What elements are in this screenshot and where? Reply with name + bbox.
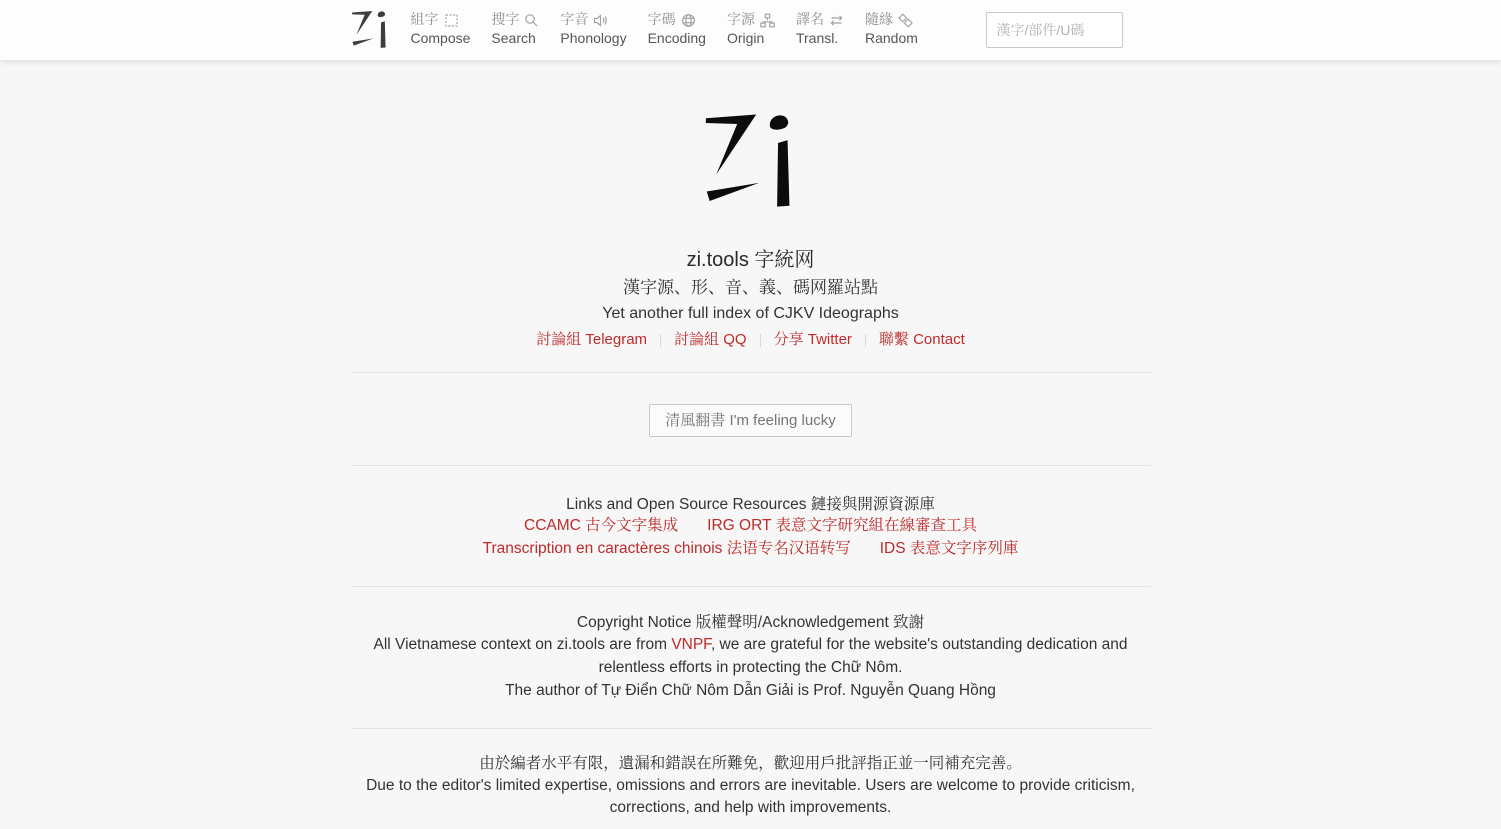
nav-encoding-zh-label: 字碼 [647, 11, 676, 28]
nav-phonology-en-label: Phonology [560, 29, 627, 46]
site-subtitle-zh: 漢字源、形、音、義、碼网羅站點 [623, 278, 878, 297]
copyright-line-1 [351, 634, 1151, 679]
community-links [351, 330, 1151, 350]
zi-logo-large [703, 112, 798, 212]
nav-item-encoding[interactable] [648, 11, 706, 49]
disclaimer-section [351, 729, 1151, 829]
nav-random-en-label: Random [864, 29, 918, 46]
nav-transl-zh-label: 譯名 [795, 11, 824, 28]
ccamc-link[interactable]: CCAMC 古今文字集成 [524, 517, 679, 534]
repeat-arrows-icon [829, 13, 844, 28]
nav-compose-zh-label: 組字 [410, 11, 439, 28]
resources-row-1 [351, 515, 1151, 538]
transcription-link[interactable]: Transcription en caractères chinois 法语专名汉语转写 [482, 539, 851, 557]
nav-origin-zh-label: 字源 [726, 11, 755, 28]
nav-item-search[interactable] [491, 11, 539, 49]
speaker-icon [593, 13, 608, 28]
resources-heading: Links and Open Source Resources 鏈接與開源資源庫 [566, 496, 935, 513]
dice-diamonds-icon [898, 13, 913, 28]
search-icon [524, 13, 539, 28]
ids-link[interactable]: IDS 表意文字序列庫 [879, 539, 1019, 557]
nav-search-en-label: Search [491, 29, 536, 46]
main-nav [411, 11, 918, 49]
resources-section [351, 466, 1151, 586]
nav-phonology-zh-label: 字音 [560, 11, 589, 28]
disclaimer-en: Due to the editor's limited expertise, omissions and errors are inevitable. Users are welcome to provide criticism, corrections, and help with improvements. [366, 776, 1135, 816]
copyright-section [351, 587, 1151, 728]
nav-item-transl[interactable] [796, 11, 844, 49]
sitemap-icon [760, 13, 775, 28]
qq-link[interactable]: 討論組 QQ [674, 331, 747, 348]
compose-dashed-box-icon [444, 13, 459, 28]
feeling-lucky-button[interactable]: 清風翻書 I'm feeling lucky [649, 404, 851, 437]
telegram-link[interactable]: 討論組 Telegram [536, 331, 648, 348]
contact-link[interactable]: 聯繫 Contact [878, 331, 965, 348]
nav-transl-en-label: Transl. [795, 29, 839, 46]
top-navigation-bar [0, 0, 1501, 60]
nav-encoding-en-label: Encoding [647, 29, 706, 46]
copyright-line1-pre: All Vietnamese context on zi.tools are from [373, 636, 672, 653]
nav-origin-en-label: Origin [726, 29, 765, 46]
copyright-line-2: The author of Tự Điển Chữ Nôm Dẫn Giải is Prof. Nguyễn Quang Hồng [505, 682, 996, 699]
zi-logo-small[interactable] [351, 9, 389, 51]
main-content [0, 60, 1501, 829]
search-input[interactable] [986, 12, 1123, 48]
vnpf-link[interactable]: VNPF [671, 636, 711, 653]
nav-search-zh-label: 搜字 [491, 11, 520, 28]
copyright-heading: Copyright Notice 版權聲明/Acknowledgement 致謝 [576, 614, 925, 631]
nav-compose-en-label: Compose [410, 29, 471, 46]
vertical-separator [760, 334, 761, 347]
copyright-line1-post: , we are grateful for the website's outstanding dedication and relentless efforts in protecting the Chữ Nôm. [598, 636, 1128, 676]
site-subtitle-en: Yet another full index of CJKV Ideographs [602, 305, 899, 322]
site-title: zi.tools 字統网 [686, 249, 815, 271]
irg-ort-link[interactable]: IRG ORT 表意文字研究組在線審查工具 [707, 517, 977, 534]
hero-section [351, 60, 1151, 372]
feeling-lucky-section [351, 373, 1151, 465]
twitter-link[interactable]: 分享 Twitter [773, 331, 852, 348]
nav-item-random[interactable] [865, 11, 918, 49]
nav-random-zh-label: 隨緣 [864, 11, 893, 28]
disclaimer-zh: 由於編者水平有限，遺漏和錯誤在所難免，歡迎用戶批評指正並一同補充完善。 [479, 754, 1022, 772]
nav-item-origin[interactable] [727, 11, 775, 49]
globe-icon [681, 13, 696, 28]
resources-row-2 [351, 538, 1151, 561]
vertical-separator [865, 334, 866, 347]
topbar-inner [351, 0, 1151, 60]
nav-item-phonology[interactable] [560, 11, 626, 49]
nav-item-compose[interactable] [411, 11, 471, 49]
vertical-separator [660, 334, 661, 347]
